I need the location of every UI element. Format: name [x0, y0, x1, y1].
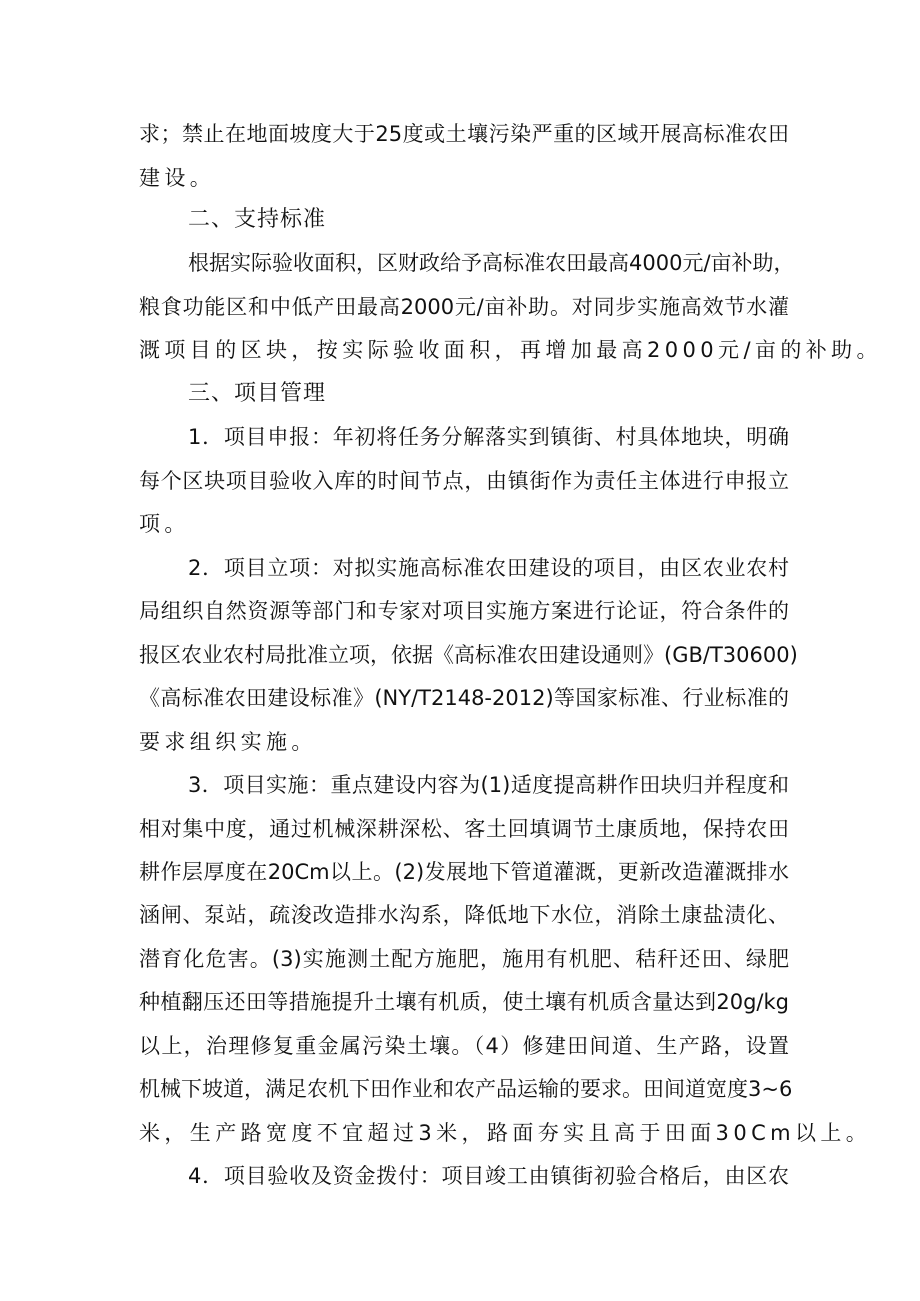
- text-line: 项。: [139, 512, 190, 536]
- text-line: 要求组织实施。: [139, 730, 317, 754]
- text-line: 4．项目验收及资金拨付：项目竣工由镇街初验合格后，由区农: [188, 1164, 789, 1188]
- text-line: 每个区块项目验收入库的时间节点，由镇街作为责任主体进行申报立: [139, 469, 789, 493]
- text-line: 根据实际验收面积，区财政给予高标准农田最高4000元/亩补助，: [188, 251, 795, 275]
- text-line: 涵闸、泵站，疏浚改造排水沟系，降低地下水位，消除土康盐渍化、: [139, 903, 789, 927]
- text-line: 建设。: [139, 166, 216, 190]
- text-line: 相对集中度，通过机械深耕深松、客土回填调节土康质地，保持农田: [139, 817, 789, 841]
- text-line: 米，生产路宽度不宜超过3米，路面夯实且高于田面30Cm以上。: [139, 1121, 872, 1145]
- text-line: 报区农业农村局批准立项，依据《高标准农田建设通则》(GB/T30600): [139, 643, 798, 667]
- text-line: 2．项目立项：对拟实施高标准农田建设的项目，由区农业农村: [188, 556, 789, 580]
- text-line: 求；禁止在地面坡度大于25度或土壤污染严重的区域开展高标准农田: [139, 122, 789, 146]
- text-line: 潜育化危害。(3)实施测土配方施肥，施用有机肥、秸秆还田、绿肥: [139, 947, 789, 971]
- text-line: 3．项目实施：重点建设内容为(1)适度提高耕作田块归并程度和: [188, 773, 789, 797]
- text-line: 1．项目申报：年初将任务分解落实到镇街、村具体地块，明确: [188, 425, 789, 449]
- text-line: 以上，治理修复重金属污染土壤。（4）修建田间道、生产路，设置: [139, 1034, 789, 1058]
- text-line: 机械下坡道，满足农机下田作业和农产品运输的要求。田间道宽度3~6: [139, 1077, 793, 1101]
- text-line: 溉项目的区块，按实际验收面积，再增加最高2000元/亩的补助。: [139, 338, 882, 362]
- text-line: 耕作层厚度在20Cm以上。(2)发展地下管道灌溉，更新改造灌溉排水: [139, 860, 789, 884]
- text-line: 《高标准农田建设标准》(NY/T2148-2012)等国家标准、行业标准的: [139, 686, 789, 710]
- text-line: 局组织自然资源等部门和专家对项目实施方案进行论证，符合条件的: [139, 599, 789, 623]
- section-heading: 三、项目管理: [188, 381, 327, 406]
- section-heading: 二、支持标准: [188, 207, 327, 232]
- text-line: 种植翻压还田等措施提升土壤有机质，使土壤有机质含量达到20g/kg: [139, 990, 789, 1014]
- text-line: 粮食功能区和中低产田最高2000元/亩补助。对同步实施高效节水灌: [139, 295, 789, 319]
